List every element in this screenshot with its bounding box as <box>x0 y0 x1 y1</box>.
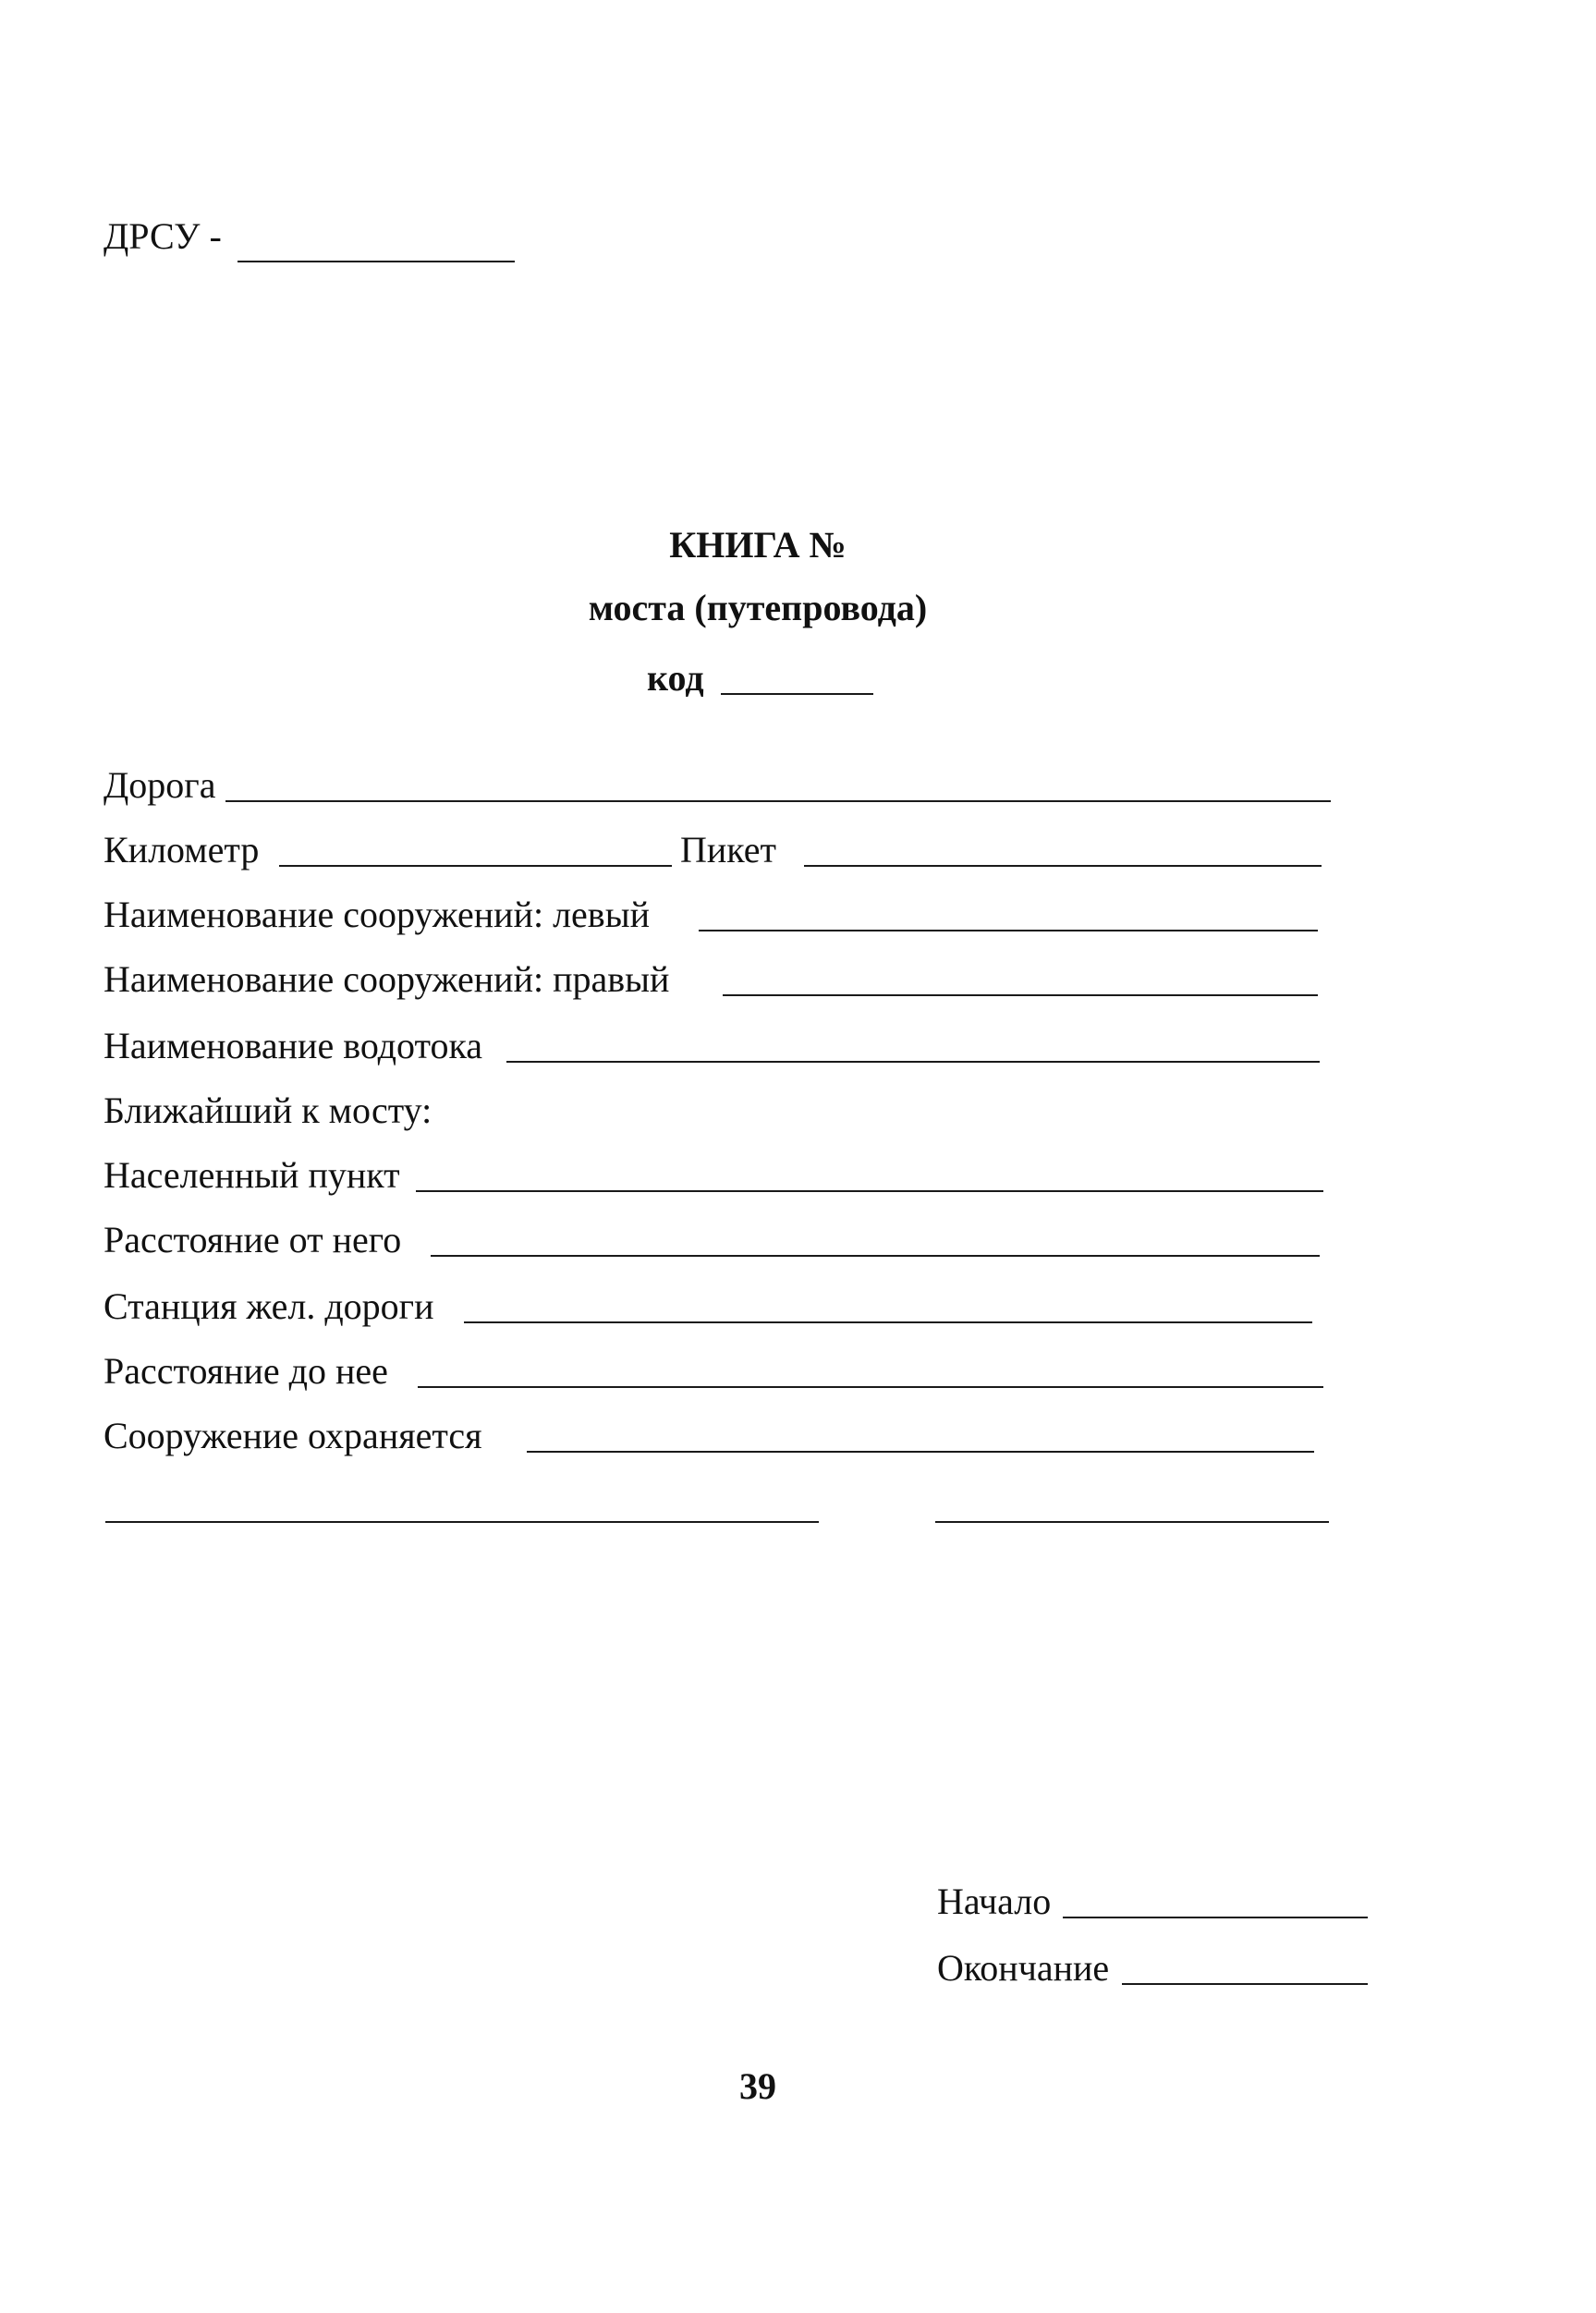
code-blank-line[interactable] <box>721 693 873 695</box>
kilometer-blank-line[interactable] <box>279 865 672 867</box>
end-label: Окончание <box>937 1947 1110 1989</box>
rail-station-blank-line[interactable] <box>464 1321 1312 1323</box>
org-label: ДРСУ - <box>104 215 222 257</box>
settlement-label: Населенный пункт <box>104 1154 400 1196</box>
start-label: Начало <box>937 1881 1052 1922</box>
distance-from-settlement-label: Расстояние от него <box>104 1219 402 1260</box>
distance-from-settlement-blank-line[interactable] <box>431 1255 1320 1257</box>
guarded-label: Сооружение охраняется <box>104 1415 482 1456</box>
road-blank-line[interactable] <box>225 800 1331 802</box>
structure-right-label: Наименование сооружений: правый <box>104 958 670 1000</box>
road-label: Дорога <box>104 764 216 806</box>
rail-station-label: Станция жел. дороги <box>104 1285 434 1327</box>
page-number: 39 <box>739 2065 776 2107</box>
book-subtitle: моста (путепровода) <box>588 587 928 628</box>
distance-to-station-blank-line[interactable] <box>418 1386 1323 1388</box>
structure-left-label: Наименование сооружений: левый <box>104 894 650 935</box>
structure-left-blank-line[interactable] <box>699 930 1318 931</box>
extra-blank-line-right[interactable] <box>935 1521 1329 1523</box>
extra-blank-line-left[interactable] <box>105 1521 819 1523</box>
picket-blank-line[interactable] <box>804 865 1322 867</box>
settlement-blank-line[interactable] <box>416 1190 1323 1192</box>
structure-right-blank-line[interactable] <box>723 994 1318 996</box>
picket-label: Пикет <box>680 829 776 870</box>
nearest-heading: Ближайший к мосту: <box>104 1090 433 1131</box>
org-blank-line[interactable] <box>238 261 515 262</box>
book-title: КНИГА № <box>669 524 847 566</box>
kilometer-label: Километр <box>104 829 260 870</box>
distance-to-station-label: Расстояние до нее <box>104 1350 388 1392</box>
waterway-blank-line[interactable] <box>506 1061 1320 1063</box>
waterway-label: Наименование водотока <box>104 1025 483 1066</box>
code-label: код <box>647 657 704 699</box>
end-blank-line[interactable] <box>1122 1983 1368 1985</box>
guarded-blank-line[interactable] <box>527 1451 1314 1453</box>
start-blank-line[interactable] <box>1063 1917 1368 1918</box>
